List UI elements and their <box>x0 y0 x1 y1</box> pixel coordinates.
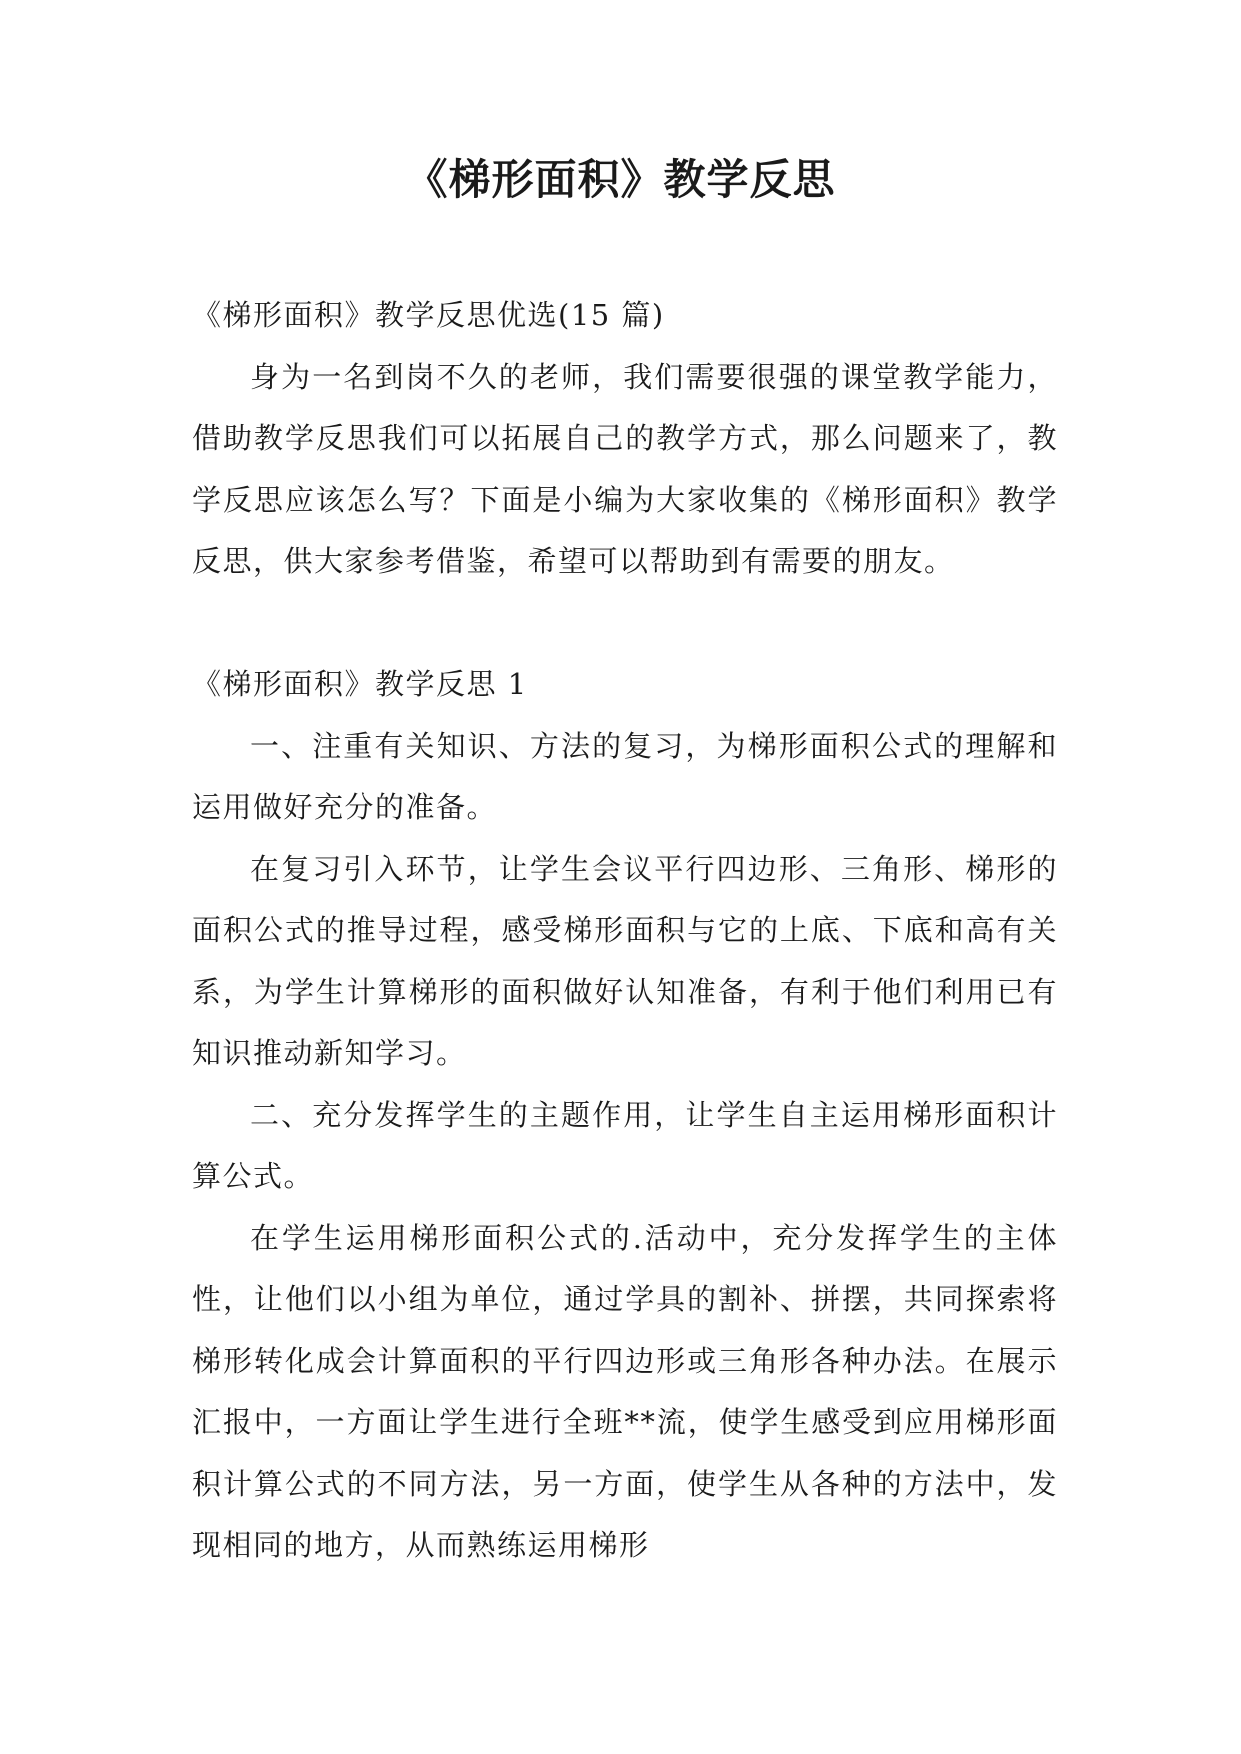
body-paragraph: 在复习引入环节，让学生会议平行四边形、三角形、梯形的面积公式的推导过程，感受梯形面积与它的上底、下底和高有关系，为学生计算梯形的面积做好认知准备，有利于他们利用已有知识推动新知学习。 <box>192 851 1058 1070</box>
document-title: 《梯形面积》教学反思 <box>405 155 836 204</box>
section-spacer <box>192 593 1058 655</box>
body-paragraph: 在学生运用梯形面积公式的.活动中，充分发挥学生的主体性，让他们以小组为单位，通过学具的割补、拼摆，共同探索将梯形转化成会计算面积的平行四边形或三角形各种办法。在展示汇报中，一方面让学生进行全班**流，使学生感受到应用梯形面积计算公式的不同方法，另一方面，使学生从各种的方法中，发现相同的地方，从而熟练运用梯形 <box>192 1220 1058 1562</box>
document-body <box>192 285 1058 1577</box>
intro-paragraph: 身为一名到岗不久的老师，我们需要很强的课堂教学能力，借助教学反思我们可以拓展自己的教学方式，那么问题来了，教学反思应该怎么写？下面是小编为大家收集的《梯形面积》教学反思，供大家参考借鉴，希望可以帮助到有需要的朋友。 <box>192 359 1058 578</box>
body-paragraph: 二、充分发挥学生的主题作用，让学生自主运用梯形面积计算公式。 <box>192 1097 1058 1193</box>
body-paragraph: 一、注重有关知识、方法的复习，为梯形面积公式的理解和运用做好充分的准备。 <box>192 728 1058 824</box>
section-heading: 《梯形面积》教学反思 1 <box>192 667 528 701</box>
document-subtitle: 《梯形面积》教学反思优选(15 篇) <box>192 298 665 332</box>
